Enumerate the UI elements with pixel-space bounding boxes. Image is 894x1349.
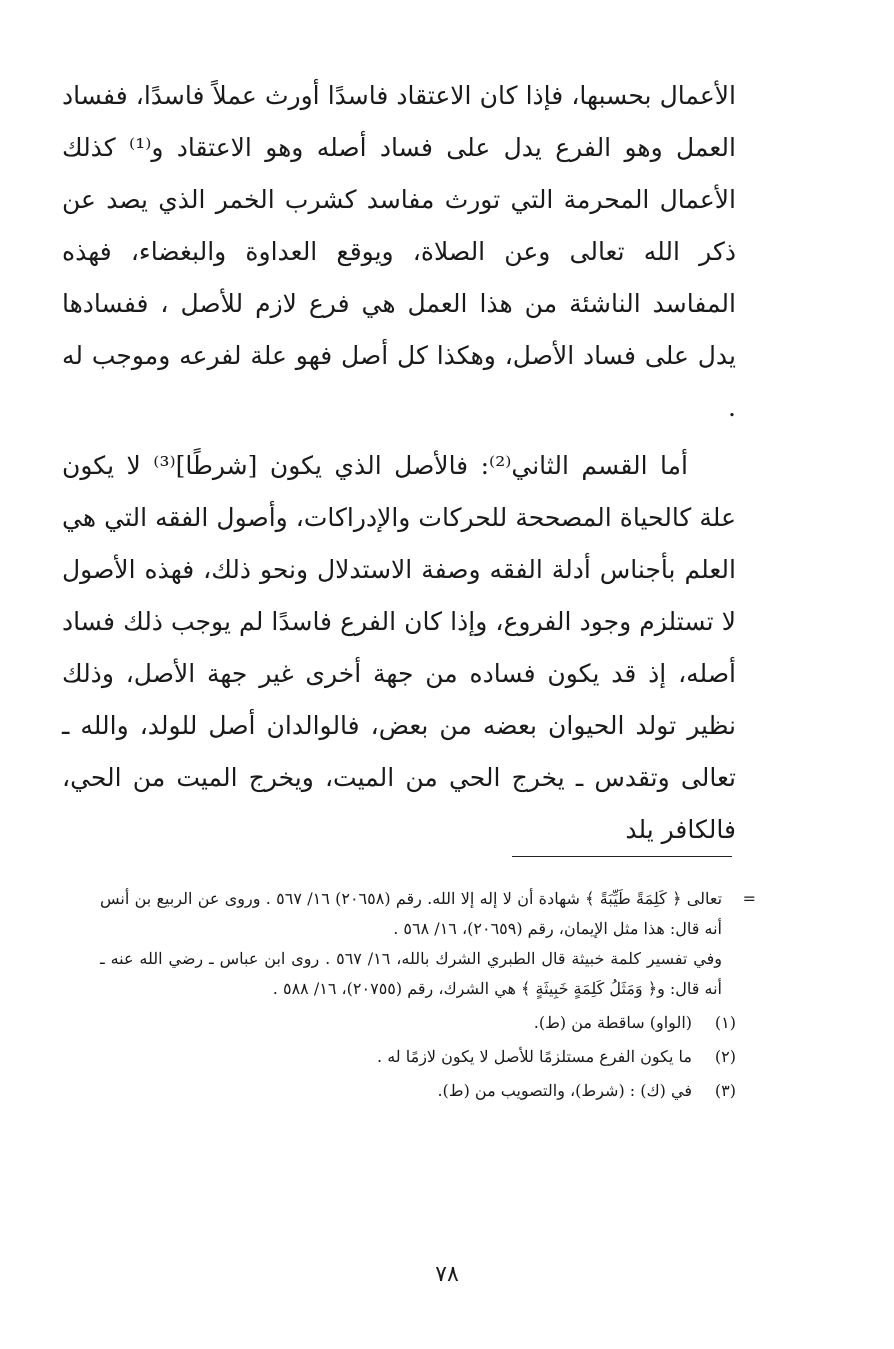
main-text [62,70,736,856]
footnote-number: (٢) [714,1047,736,1066]
footnote-continuation [100,884,758,1004]
footnote-text: ما يكون الفرع مستلزمًا للأصل لا يكون لازمًا له . [377,1047,692,1066]
continuation-marker: = [742,889,756,908]
body-paragraph-1: الأعمال بحسبها، فإذا كان الاعتقاد فاسدًا أورث عملاً فاسدًا، ففساد العمل وهو الفرع يدل على فساد أصله وهو الاعتقاد و⁽¹⁾ كذلك الأعمال المحرمة التي تورث مفاسد كشرب الخمر الذي يصد عن ذكر الله تعالى وعن الصلاة، ويوقع العداوة والبغضاء، فهذه المفاسد الناشئة من هذا العمل هي فرع لازم للأصل ، ففسادها يدل على فساد الأصل، وهكذا كل أصل فهو علة لفرعه وموجب له . [62,81,736,422]
page-number: ٧٨ [435,1262,459,1287]
footnote-item [100,1008,758,1038]
footnote-text: (الواو) ساقطة من (ط). [533,1013,692,1032]
footnote-item [100,1076,758,1106]
body-paragraph-2: أما القسم الثاني⁽²⁾: فالأصل الذي يكون [شرطًا]⁽³⁾ لا يكون علة كالحياة المصححة للحركات والإدراكات، وأصول الفقه التي هي العلم بأجناس أدلة الفقه وصفة الاستدلال ونحو ذلك، فهذه الأصول لا تستلزم وجود الفروع، وإذا كان الفرع فاسدًا لم يوجب ذلك فساد أصله، إذ قد يكون فساده من جهة أخرى غير جهة الأصل، وذلك نظير تولد الحيوان بعضه من بعض، فالوالدان أصل للولد، والله ـ تعالى وتقدس ـ يخرج الحي من الميت، ويخرج الميت من الحي، فالكافر يلد [62,451,736,844]
footnote-text: في (ك) : (شرط)، والتصويب من (ط). [437,1081,692,1100]
footnote-number: (٣) [714,1081,736,1100]
footnote-separator [512,856,732,857]
footnotes-section [100,884,758,1106]
continuation-line-1: تعالى ﴿ كَلِمَةً طَيِّبَةً ﴾ شهادة أن لا إله إلا الله. رقم (٢٠٦٥٨) ١٦/ ٥٦٧ . وروى عن الربيع بن أنس أنه قال: هذا مثل الإيمان، رقم (٢٠٦٥٩)، ١٦/ ٥٦٨ . [100,889,723,938]
footnote-number: (١) [714,1013,736,1032]
footnote-item [100,1042,758,1072]
continuation-line-2: وفي تفسير كلمة خبيثة قال الطبري الشرك بالله، ١٦/ ٥٦٧ . روى ابن عباس ـ رضي الله عنه ـ أنه قال: و﴿ وَمَثَلُ كَلِمَةٍ خَبِيثَةٍ ﴾ هي الشرك، رقم (٢٠٧٥٥)، ١٦/ ٥٨٨ . [100,949,722,998]
